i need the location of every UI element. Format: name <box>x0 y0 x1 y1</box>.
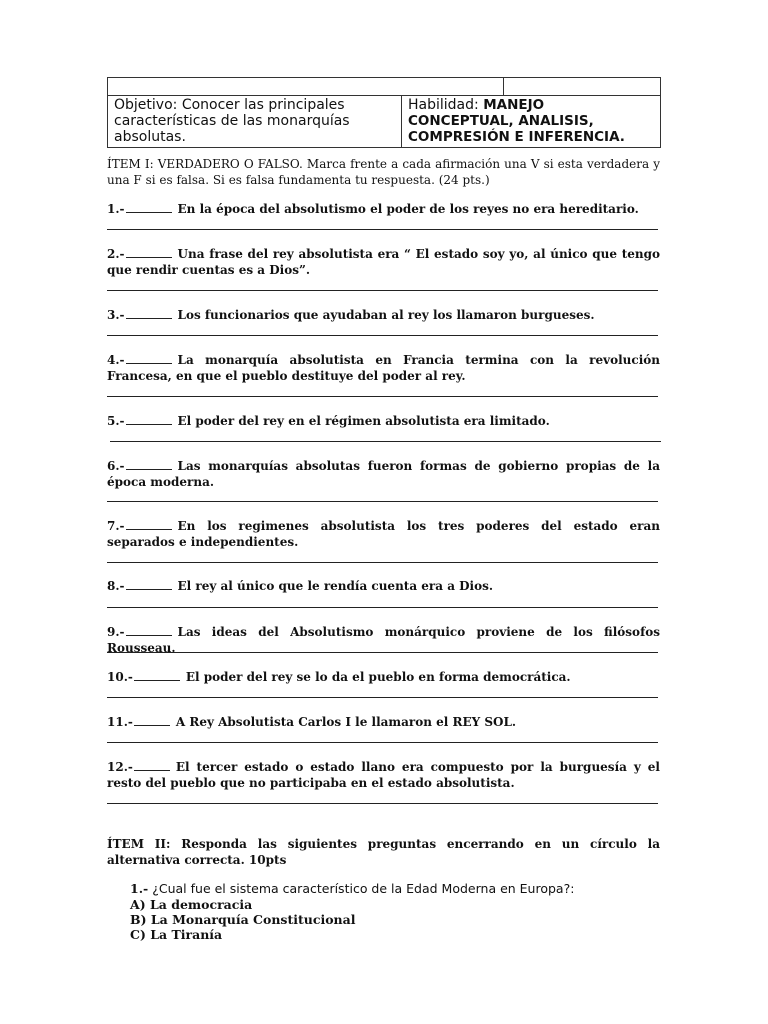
answer-blank[interactable] <box>134 760 170 771</box>
item2-title: ÍTEM II: Responda las siguientes preguntas encerrando en un círculo la alternativa correcta. 10pts <box>107 837 660 867</box>
answer-line[interactable] <box>107 501 658 502</box>
answer-line[interactable] <box>107 335 658 336</box>
answer-line[interactable] <box>110 441 661 442</box>
question-number: 6.- <box>107 459 125 473</box>
question-text: La monarquía absolutista en Francia termina con la revolución Francesa, en que el pueblo destituye del poder al rey. <box>107 353 660 383</box>
question-7 <box>107 518 660 550</box>
answer-line[interactable] <box>107 396 658 397</box>
answer-line[interactable] <box>107 290 658 291</box>
question-number: 11.- <box>107 715 133 729</box>
question-6 <box>107 458 660 490</box>
answer-blank[interactable] <box>126 414 172 425</box>
answer-blank[interactable] <box>134 670 180 681</box>
objective-text: Conocer las principales características de las monarquías absolutas. <box>114 97 350 145</box>
skill-label: Habilidad: <box>408 97 479 113</box>
answer-blank[interactable] <box>126 519 172 530</box>
question-text: El rey al único que le rendía cuenta era a Dios. <box>177 579 494 593</box>
question-number: 1.- <box>107 202 125 216</box>
answer-line[interactable] <box>107 742 658 743</box>
question-8 <box>107 578 660 594</box>
answer-blank[interactable] <box>126 308 172 319</box>
question-text: En la época del absolutismo el poder de los reyes no era hereditario. <box>177 202 639 216</box>
question-number: 7.- <box>107 519 125 533</box>
question-1 <box>107 201 660 217</box>
answer-blank[interactable] <box>126 459 172 470</box>
question-text: El poder del rey se lo da el pueblo en forma democrática. <box>185 670 571 684</box>
question-11 <box>107 714 660 730</box>
question-number: 10.- <box>107 670 133 684</box>
answer-line[interactable] <box>107 803 658 804</box>
question-3 <box>107 307 660 323</box>
question-text: El tercer estado o estado llano era compuesto por la burguesía y el resto del pueblo que no participaba en el estado absolutista. <box>107 760 660 790</box>
question-number: 12.- <box>107 760 133 774</box>
answer-line[interactable] <box>107 697 658 698</box>
question-2 <box>107 246 660 278</box>
item1-title: ÍTEM I: VERDADERO O FALSO. Marca frente a cada afirmación una V si esta verdadera y una F si es falsa. Si es falsa fundamenta tu respuesta. (24 pts.) <box>107 157 660 187</box>
item2-question-text: ¿Cual fue el sistema característico de la Edad Moderna en Europa?: <box>152 881 575 896</box>
answer-blank[interactable] <box>126 353 172 364</box>
question-text: El poder del rey en el régimen absolutista era limitado. <box>177 414 550 428</box>
answer-line[interactable] <box>107 607 658 608</box>
question-number: 3.- <box>107 308 125 322</box>
question-4 <box>107 352 660 384</box>
question-text: Las monarquías absolutas fueron formas de gobierno propias de la época moderna. <box>107 459 660 489</box>
answer-line[interactable] <box>107 652 658 653</box>
item2-question-number: 1.- <box>130 881 149 896</box>
answer-blank[interactable] <box>126 625 172 636</box>
question-text: En los regimenes absolutista los tres poderes del estado eran separados e independientes. <box>107 519 660 549</box>
objective-cell <box>108 96 402 147</box>
objective-label: Objetivo: <box>114 97 178 113</box>
question-number: 8.- <box>107 579 125 593</box>
header-empty-row <box>108 78 660 96</box>
question-12 <box>107 759 660 791</box>
option-c[interactable]: C) La Tiranía <box>130 927 223 942</box>
answer-blank[interactable] <box>134 715 170 726</box>
option-a[interactable]: A) La democracia <box>130 897 253 912</box>
header-table <box>107 77 661 148</box>
answer-line[interactable] <box>107 562 658 563</box>
question-number: 9.- <box>107 625 125 639</box>
question-number: 5.- <box>107 414 125 428</box>
skill-cell <box>402 96 660 147</box>
answer-line[interactable] <box>107 229 658 230</box>
skill-text: MANEJO CONCEPTUAL, ANALISIS, COMPRESIÓN E INFERENCIA. <box>408 97 625 145</box>
question-10 <box>107 669 660 685</box>
answer-blank[interactable] <box>126 247 172 258</box>
question-text: A Rey Absolutista Carlos I le llamaron el REY SOL. <box>175 715 517 729</box>
question-number: 2.- <box>107 247 125 261</box>
question-text: Las ideas del Absolutismo monárquico proviene de los filósofos Rousseau. <box>107 625 660 655</box>
question-5 <box>107 413 660 429</box>
question-text: Una frase del rey absolutista era “ El estado soy yo, al único que tengo que rendir cuentas es a Dios”. <box>107 247 660 277</box>
item2-question-1 <box>130 881 574 897</box>
question-text: Los funcionarios que ayudaban al rey los llamaron burgueses. <box>177 308 595 322</box>
answer-blank[interactable] <box>126 202 172 213</box>
option-b[interactable]: B) La Monarquía Constitucional <box>130 912 356 927</box>
answer-blank[interactable] <box>126 579 172 590</box>
question-number: 4.- <box>107 353 125 367</box>
